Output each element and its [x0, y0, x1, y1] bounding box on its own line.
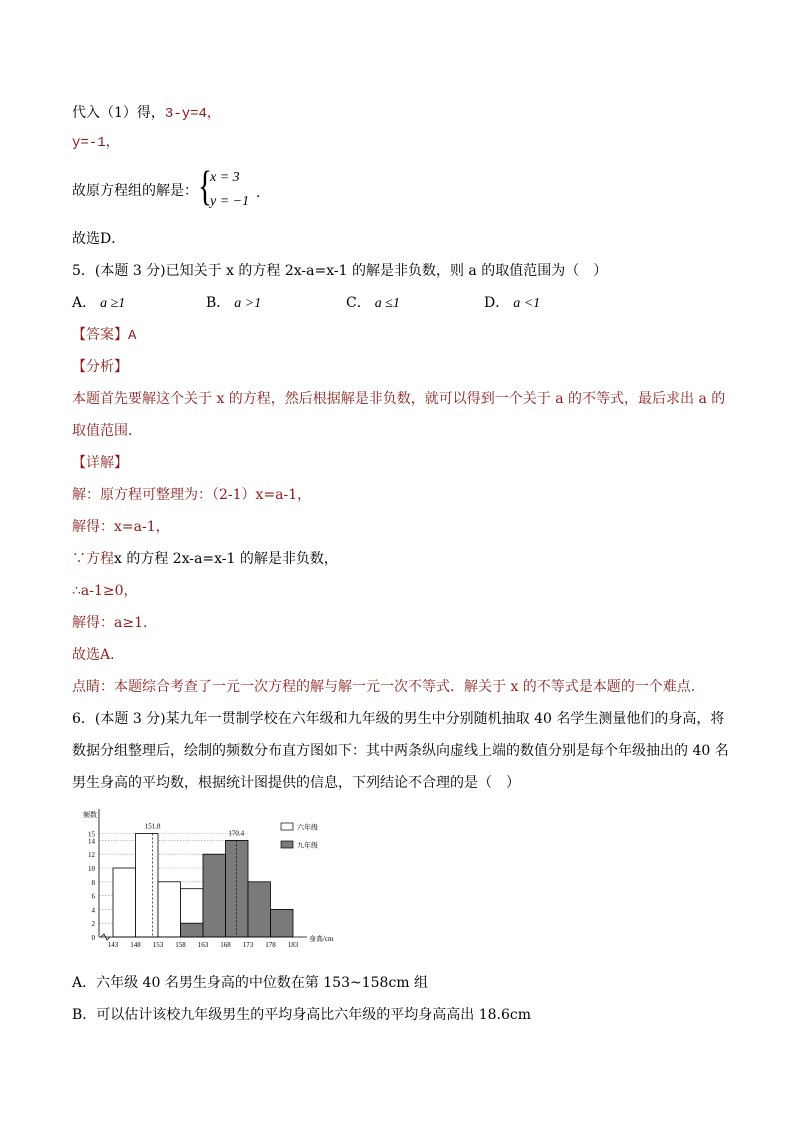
question-6-line-2: 数据分组整理后，绘制的频数分布直方图如下：其中两条纵向虚线上端的数值分别是每个年级抽出的 40 名	[72, 743, 729, 759]
analysis-line-1: 本题首先要解这个关于 x 的方程，然后根据解是非负数，就可以得到一个关于 a 的不等式，最后求出 a 的	[72, 391, 726, 407]
y-tick-label: 10	[88, 865, 95, 873]
x-tick-label: 158	[175, 941, 186, 949]
grade9-bar	[181, 923, 204, 937]
q5-option-a	[72, 294, 125, 313]
y-tick-label: 6	[91, 892, 95, 901]
analysis-tag: 【分析】	[72, 359, 128, 375]
option-a-label: A．	[72, 295, 97, 311]
option-c-text: a ≤1	[374, 296, 400, 311]
y-axis-title: 频数	[83, 811, 97, 819]
legend-swatch-grade6	[281, 823, 293, 830]
question-6-line-1: 6．(本题 3 分)某九年一贯制学校在六年级和九年级的男生中分别随机抽取 40 名学生测量他们的身高，将	[72, 711, 725, 727]
option-b-text: a >1	[234, 296, 262, 311]
answer-line	[72, 326, 136, 345]
detail-line-1: 解：原方程可整理为：（2-1）x=a-1，	[72, 487, 312, 503]
line-substitute	[72, 104, 221, 123]
legend-label-grade9: 九年级	[297, 841, 318, 850]
grade9-bar	[226, 840, 249, 937]
q5-option-b	[206, 294, 261, 313]
q6-option-b: B．可以估计该校九年级男生的平均身高比六年级的平均身高高出 18.6cm	[72, 1007, 532, 1023]
x-tick-label: 168	[220, 941, 231, 949]
grade9-bar	[271, 909, 294, 937]
question-5: 5．(本题 3 分)已知关于 x 的方程 2x-a=x-1 的解是非负数，则 a 的取值范围为（ ）	[72, 263, 608, 279]
option-b-label: B．	[206, 295, 231, 311]
option-c-label: C．	[346, 295, 371, 311]
mean-label: 151.8	[144, 822, 161, 831]
grade6-bar	[158, 882, 181, 937]
eq-period: .	[256, 185, 261, 201]
substitute-eq: 3-y=4，	[164, 106, 221, 122]
x-tick-label: 148	[130, 941, 141, 949]
grade9-bar	[248, 882, 271, 937]
detail-line-2: 解得：x=a-1，	[72, 519, 170, 535]
detail-line-4: ∴a-1≥0，	[72, 583, 138, 599]
x-tick-label: 143	[107, 941, 119, 949]
y-tick-label: 15	[88, 830, 95, 839]
answer-value: A	[128, 328, 137, 344]
q6-option-a: A．六年级 40 名男生身高的中位数在第 153~158cm 组	[72, 975, 429, 991]
tip-line: 点睛：本题综合考查了一元一次方程的解与解一元一次不等式．解关于 x 的不等式是本题的一个难点．	[72, 679, 705, 695]
line-solution-label: 故原方程组的解是：	[72, 183, 198, 199]
chart-layer	[83, 809, 334, 949]
option-d-label: D．	[484, 295, 510, 311]
substitute-text: 代入（1）得，	[72, 105, 165, 121]
x-axis-title: 身高/cm	[309, 935, 334, 943]
x-tick-label: 163	[197, 941, 209, 949]
option-a-text: a ≥1	[100, 296, 126, 311]
system-brace: {	[198, 164, 213, 210]
line-y-value: y=-1，	[72, 135, 120, 151]
x-tick-label: 173	[242, 941, 254, 949]
question-6-line-3: 男生身高的平均数，根据统计图提供的信息，下列结论不合理的是（ ）	[72, 775, 520, 791]
detail-line-5: 解得：a≥1．	[72, 615, 157, 631]
y-tick-label: 14	[88, 837, 95, 846]
x-tick-label: 178	[265, 941, 276, 949]
line-choose-d: 故选D．	[72, 231, 126, 247]
detail-line-3	[72, 550, 338, 568]
legend-swatch-grade9	[281, 841, 293, 848]
height-histogram	[68, 805, 368, 955]
q5-option-d	[484, 294, 540, 313]
because-symbol: ∵方程	[72, 551, 114, 567]
answer-tag: 【答案】	[72, 327, 128, 343]
y-tick-label: 12	[88, 851, 95, 860]
x-tick-label: 153	[152, 941, 164, 949]
x-tick-label: 183	[287, 941, 299, 949]
mean-label: 170.4	[228, 829, 245, 838]
detail-line-6: 故选A．	[72, 647, 125, 663]
y-tick-label: 2	[91, 920, 95, 929]
grade6-bar	[113, 868, 136, 937]
y-tick-label: 0	[91, 934, 95, 942]
analysis-line-2: 取值范围．	[72, 423, 142, 439]
detail-line-3-text: x 的方程 2x-a=x-1 的解是非负数，	[114, 551, 338, 567]
grade6-bar	[136, 834, 159, 938]
y-tick-label: 8	[91, 878, 95, 887]
q5-option-c	[346, 294, 400, 313]
eq-x: x = 3	[210, 170, 240, 185]
grade9-bar	[203, 854, 226, 937]
detail-tag: 【详解】	[72, 455, 128, 471]
option-d-text: a <1	[513, 296, 541, 311]
legend-label-grade6: 六年级	[297, 823, 318, 832]
eq-y: y = −1	[210, 194, 250, 209]
y-tick-label: 4	[91, 906, 95, 915]
